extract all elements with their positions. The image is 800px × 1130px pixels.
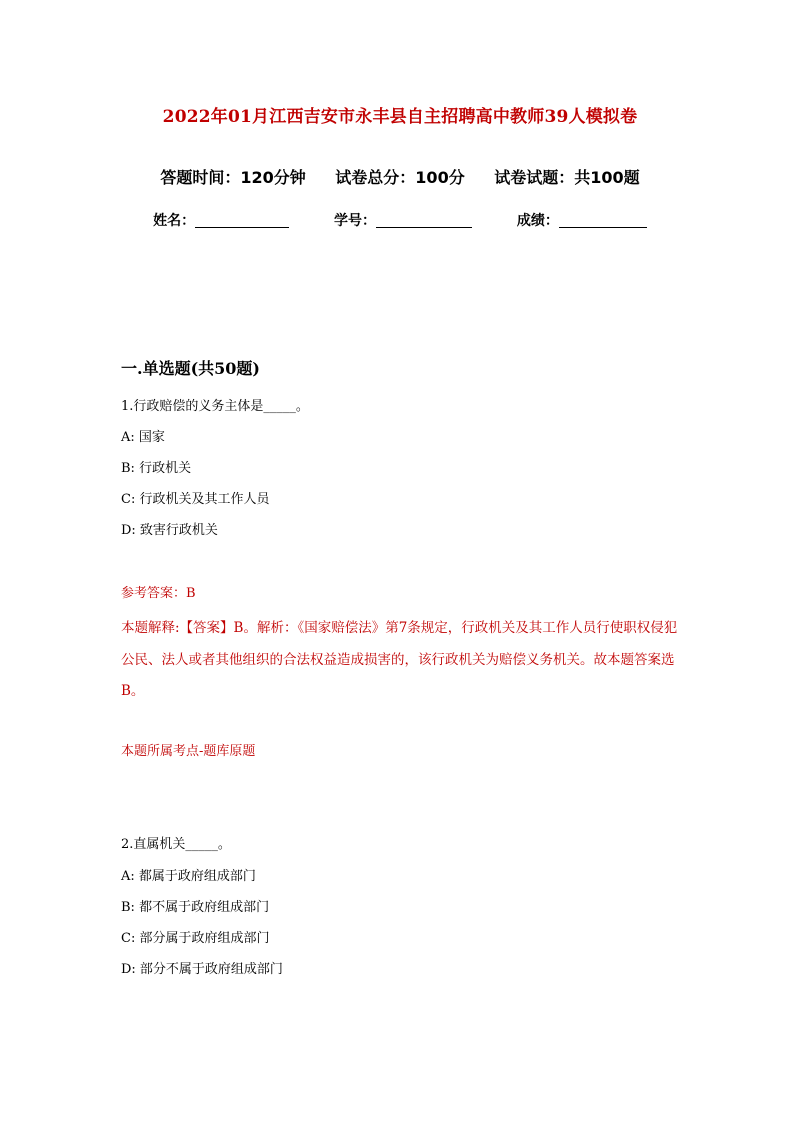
exam-meta: [0, 165, 800, 191]
name-field: [153, 209, 289, 233]
id-field: [334, 209, 472, 233]
exam-title: 2022年01月江西吉安市永丰县自主招聘高中教师39人模拟卷: [162, 107, 638, 127]
exam-time: 答题时间：120分钟: [160, 168, 306, 187]
student-fields: [0, 209, 800, 233]
score-blank: [559, 226, 647, 228]
question-1-option-d: D: 致害行政机关: [121, 523, 218, 538]
question-1-source: 本题所属考点-题库原题: [121, 744, 256, 759]
question-1-option-b: B: 行政机关: [121, 461, 192, 476]
question-1-stem: 1.行政赔偿的义务主体是_____。: [121, 399, 309, 414]
question-2-stem: 2.直属机关_____。: [121, 837, 231, 852]
question-1-option-c: C: 行政机关及其工作人员: [121, 492, 270, 507]
question-1-explanation: 本题解释:【答案】B。解析：《国家赔偿法》第7条规定，行政机关及其工作人员行使职权侵犯公民、法人或者其他组织的合法权益造成损害的，该行政机关为赔偿义务机关。故本题答案选B。: [121, 620, 678, 699]
question-2-option-a: A: 都属于政府组成部门: [121, 869, 256, 884]
question-1-answer: 参考答案：B: [121, 586, 196, 601]
question-2-option-b: B: 都不属于政府组成部门: [121, 900, 270, 915]
question-2-option-d: D: 部分不属于政府组成部门: [121, 962, 283, 977]
exam-question-count: 试卷试题：共100题: [494, 168, 640, 187]
question-2-option-c: C: 部分属于政府组成部门: [121, 931, 270, 946]
id-blank: [376, 226, 472, 228]
section-title: 一.单选题(共50题): [121, 359, 260, 378]
name-label: 姓名：: [153, 213, 196, 229]
id-label: 学号：: [334, 213, 376, 229]
score-field: [517, 209, 647, 233]
exam-total-score: 试卷总分：100分: [335, 168, 465, 187]
score-label: 成绩：: [516, 213, 559, 229]
question-1-option-a: A: 国家: [121, 430, 165, 445]
name-blank: [195, 226, 289, 228]
